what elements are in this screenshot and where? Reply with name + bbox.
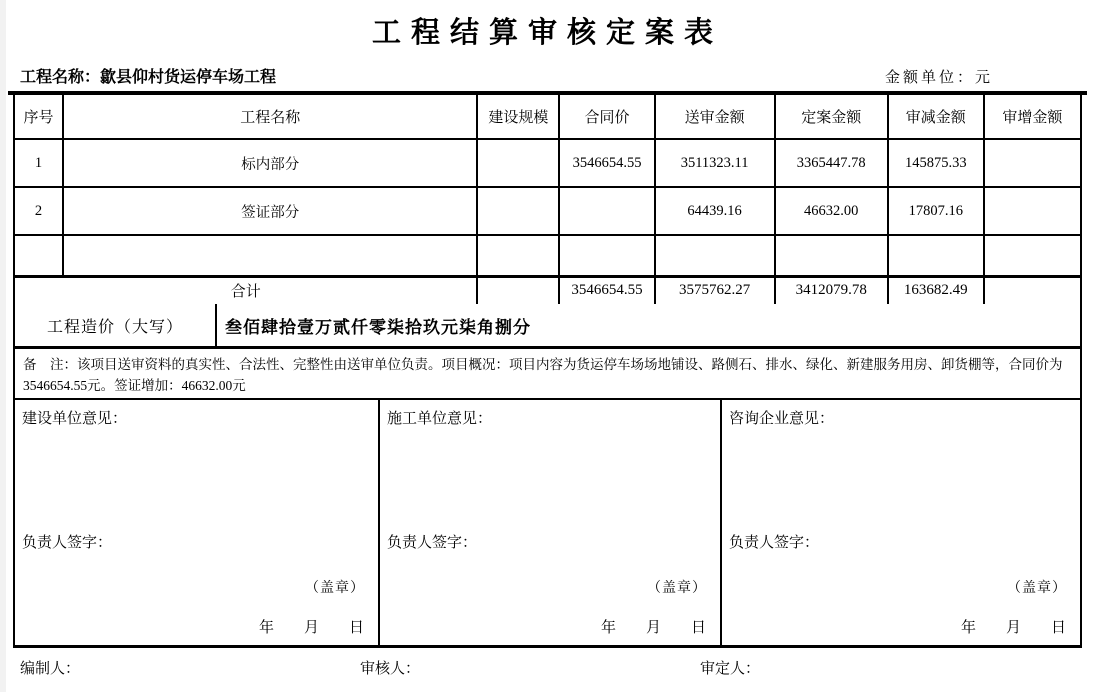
opinion-label: 建设单位意见： <box>22 411 128 427</box>
cell-project: 标内部分 <box>63 139 477 187</box>
cell-final: 3365447.78 <box>775 139 888 187</box>
signer-label: 负责人签字： <box>387 535 478 551</box>
opinions-row <box>15 400 1080 645</box>
col-header-scale: 建设规模 <box>477 95 559 139</box>
cell-submitted <box>655 235 775 276</box>
scan-edge-artifact <box>0 0 6 692</box>
approver-label: 审定人： <box>700 661 761 677</box>
remarks-section <box>15 349 1080 400</box>
cell-project: 签证部分 <box>63 187 477 235</box>
seal-label: （盖章） <box>305 581 365 596</box>
table-header-row <box>15 95 1080 139</box>
table-row <box>15 139 1080 187</box>
cell-final: 46632.00 <box>775 187 888 235</box>
col-header-final: 定案金额 <box>775 95 888 139</box>
remarks-text: 该项目送审资料的真实性、合法性、完整性由送审单位负责。项目概况：项目内容为货运停车场场地铺设、路侧石、排水、绿化、新建服务用房、卸货棚等，合同价为3546654.55元。签证增加：46632.00元 <box>23 357 1063 393</box>
cell-scale <box>477 235 559 276</box>
opinion-box-consulting-firm <box>722 400 1080 645</box>
remarks-label: 备 注： <box>23 357 77 372</box>
cell-final <box>775 235 888 276</box>
page-title: 工程结算审核定案表 <box>371 17 723 49</box>
cell-contract: 3546654.55 <box>559 139 654 187</box>
cell-contract <box>559 235 654 276</box>
col-header-seq: 序号 <box>15 95 63 139</box>
cell-reduced: 17807.16 <box>888 187 984 235</box>
total-final: 3412079.78 <box>775 276 888 304</box>
total-label: 合计 <box>15 276 477 304</box>
date-line: 年 月 日 <box>258 620 364 636</box>
cost-in-words-value: 叁佰肆拾壹万贰仟零柒拾玖元柒角捌分 <box>225 317 531 337</box>
cell-contract <box>559 187 654 235</box>
cell-scale <box>477 139 559 187</box>
total-increased <box>984 276 1080 304</box>
col-header-submitted: 送审金额 <box>655 95 775 139</box>
cell-increased <box>984 187 1080 235</box>
opinion-label: 咨询企业意见： <box>729 411 835 427</box>
cell-increased <box>984 235 1080 276</box>
cell-project <box>63 235 477 276</box>
date-line: 年 月 日 <box>960 620 1066 636</box>
total-scale <box>477 276 559 304</box>
cell-scale <box>477 187 559 235</box>
reviewer-label: 审核人： <box>360 661 421 677</box>
cell-increased <box>984 139 1080 187</box>
opinion-label: 施工单位意见： <box>387 411 493 427</box>
opinion-box-construction-unit <box>15 400 380 645</box>
amounts-table <box>15 95 1080 304</box>
total-contract: 3546654.55 <box>559 276 654 304</box>
cell-reduced: 145875.33 <box>888 139 984 187</box>
meta-row <box>20 64 1095 88</box>
project-name: 工程名称：歙县仰村货运停车场工程 <box>20 69 277 86</box>
cell-submitted: 3511323.11 <box>655 139 775 187</box>
cell-seq: 1 <box>15 139 63 187</box>
date-line: 年 月 日 <box>600 620 706 636</box>
total-submitted: 3575762.27 <box>655 276 775 304</box>
cell-submitted: 64439.16 <box>655 187 775 235</box>
seal-label: （盖章） <box>647 581 707 596</box>
col-header-contract: 合同价 <box>559 95 654 139</box>
seal-label: （盖章） <box>1007 581 1067 596</box>
cell-seq <box>15 235 63 276</box>
signer-label: 负责人签字： <box>729 535 820 551</box>
col-header-increased: 审增金额 <box>984 95 1080 139</box>
cell-seq: 2 <box>15 187 63 235</box>
amount-unit-label: 金额单位：元 <box>884 70 993 86</box>
cell-reduced <box>888 235 984 276</box>
cost-in-words-label: 工程造价（大写） <box>15 304 217 346</box>
opinion-box-contractor-unit <box>380 400 722 645</box>
preparer-label: 编制人： <box>20 661 81 677</box>
table-row <box>15 187 1080 235</box>
settlement-form <box>13 95 1082 648</box>
signer-label: 负责人签字： <box>22 535 113 551</box>
table-total-row <box>15 276 1080 304</box>
col-header-project: 工程名称 <box>63 95 477 139</box>
cost-in-words-row <box>15 304 1080 349</box>
col-header-reduced: 审减金额 <box>888 95 984 139</box>
total-reduced: 163682.49 <box>888 276 984 304</box>
table-row-empty <box>15 235 1080 276</box>
